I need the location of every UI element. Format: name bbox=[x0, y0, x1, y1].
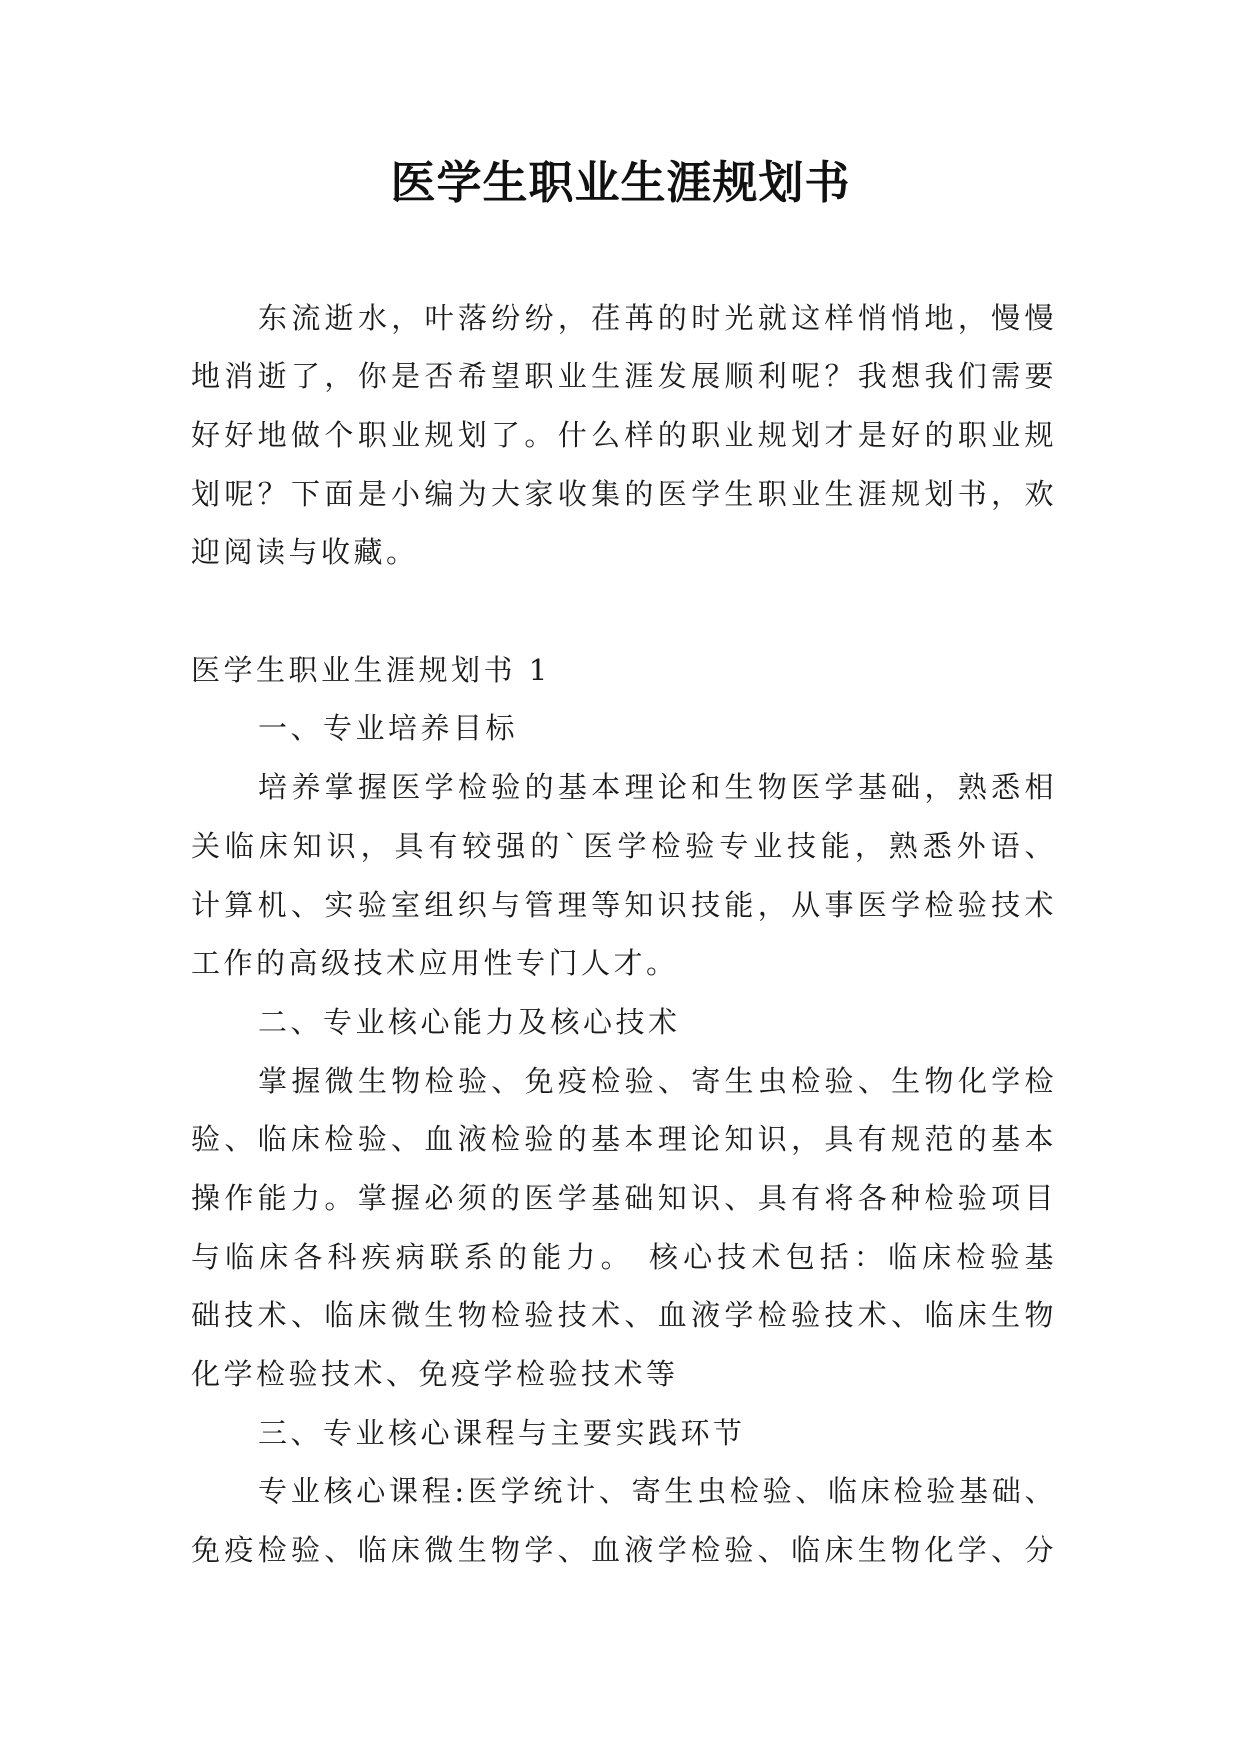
paragraph-line: 工作的高级技术应用性专门人才。 bbox=[191, 946, 679, 981]
part-heading: 三、专业核心课程与主要实践环节 bbox=[258, 1415, 746, 1450]
part-heading: 一、专业培养目标 bbox=[258, 711, 519, 746]
paragraph-line: 与临床各科疾病联系的能力。 核心技术包括：临床检验基 bbox=[191, 1239, 1057, 1274]
blank-line bbox=[191, 582, 1057, 641]
paragraph-line: 掌握微生物检验、免疫检验、寄生虫检验、生物化学检 bbox=[258, 1063, 1057, 1098]
document-title: 医学生职业生涯规划书 bbox=[390, 156, 851, 209]
paragraph-line: 东流逝水，叶落纷纷，荏苒的时光就这样悄悄地，慢慢 bbox=[258, 300, 1057, 335]
intro-paragraph bbox=[191, 289, 1057, 582]
document-body bbox=[191, 289, 1057, 1580]
part-training-goals bbox=[191, 699, 1057, 992]
paragraph-line: 化学检验技术、免疫学检验技术等 bbox=[191, 1357, 679, 1392]
paragraph-line: 础技术、临床微生物检验技术、血液学检验技术、临床生物 bbox=[191, 1298, 1057, 1333]
section-heading: 医学生职业生涯规划书 1 bbox=[191, 652, 551, 687]
paragraph-line: 免疫检验、临床微生物学、血液学检验、临床生物化学、分 bbox=[191, 1533, 1057, 1568]
part-core-courses bbox=[191, 1404, 1057, 1580]
paragraph-line: 计算机、实验室组织与管理等知识技能，从事医学检验技术 bbox=[191, 887, 1057, 922]
paragraph-line: 培养掌握医学检验的基本理论和生物医学基础，熟悉相 bbox=[258, 770, 1057, 805]
paragraph-line: 操作能力。掌握必须的医学基础知识、具有将各种检验项目 bbox=[191, 1180, 1057, 1215]
paragraph-line: 专业核心课程:医学统计、寄生虫检验、临床检验基础、 bbox=[258, 1474, 1057, 1509]
paragraph-line: 迎阅读与收藏。 bbox=[191, 535, 419, 570]
paragraph-line: 关临床知识，具有较强的`医学检验专业技能，熟悉外语、 bbox=[191, 828, 1057, 863]
paragraph-line: 划呢？下面是小编为大家收集的医学生职业生涯规划书，欢 bbox=[191, 476, 1057, 511]
part-core-abilities bbox=[191, 993, 1057, 1404]
part-heading: 二、专业核心能力及核心技术 bbox=[258, 1004, 681, 1039]
paragraph-line: 验、临床检验、血液检验的基本理论知识，具有规范的基本 bbox=[191, 1122, 1057, 1157]
paragraph-line: 好好地做个职业规划了。什么样的职业规划才是好的职业规 bbox=[191, 418, 1057, 453]
paragraph-line: 地消逝了，你是否希望职业生涯发展顺利呢？我想我们需要 bbox=[191, 359, 1057, 394]
